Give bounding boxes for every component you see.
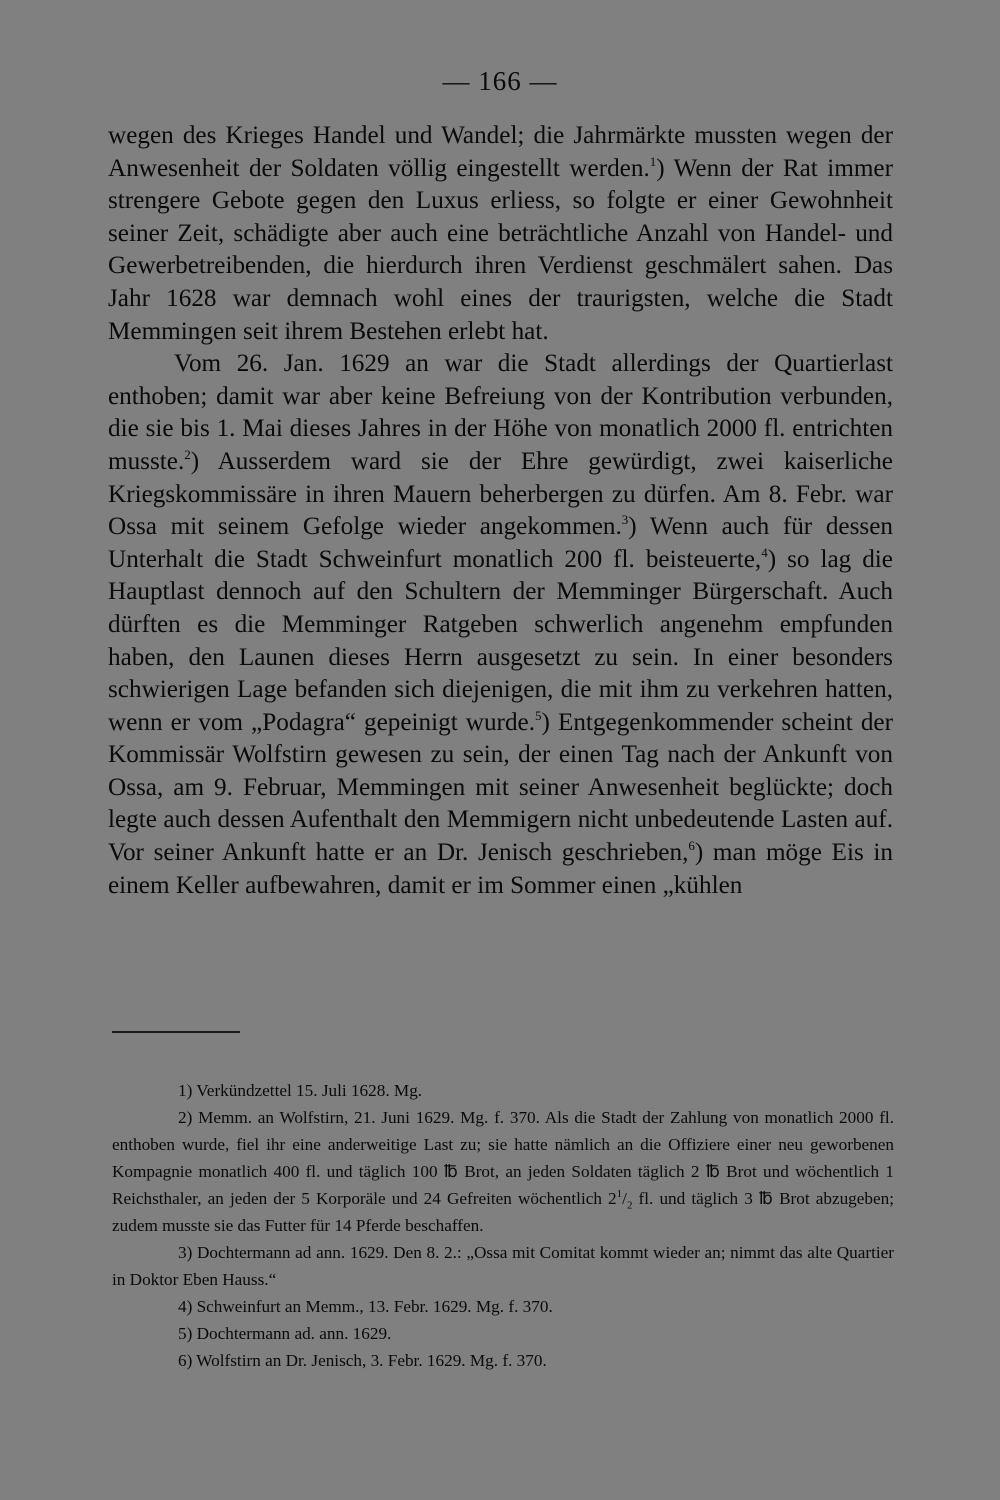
footnote-2-text-a: 2) Memm. an Wolfstirn, 21. Juni 1629. Mg. f. 370. Als die Stadt der Zahlung von monatlich 2000 fl. enthoben wurde, fiel ihr eine anderweitige Last zu; sie hatte nämlich an die Offiziere einer neu geworbenen Kompagnie monatlich 400 fl. und täglich 100 [112, 1108, 894, 1181]
footnotes [112, 1077, 894, 1374]
page-number: — 166 — [442, 66, 558, 96]
footnote-3: 3) Dochtermann ad ann. 1629. Den 8. 2.: „Ossa mit Comitat kommt wieder an; nimmt das alte Quartier in Doktor Eben Hauss.“ [112, 1243, 894, 1289]
footnote-ref-2: 2 [184, 446, 191, 462]
fraction-denominator: 2 [626, 1199, 633, 1212]
paragraph-2 [108, 348, 893, 902]
footnote-2-text-c: Brot und wöchentlich 1 Reichsthaler, an jeden der 5 Korporäle und 24 Gefreiten wöchentlich 2 [112, 1162, 894, 1208]
paragraph-2-text-d: ) so lag die Hauptlast dennoch auf den Schultern der Memminger Bürgerschaft. Auch dürften es die Memminger Ratgeben schwerlich angenehm empfunden haben, den Launen dieses Herrn ausgesetzt zu sein. In einer besonders schwierigen Lage befanden sich diejenigen, die mit ihm zu verkehren hatten, wenn er vom „Podagra“ gepeinigt wurde. [108, 545, 893, 736]
paragraph-1-text-a: wegen des Krieges Handel und Wandel; die Jahrmärkte mussten wegen der Anwesenheit der Soldaten völlig eingestellt werden. [108, 122, 893, 182]
paragraph-2-text-e: ) Entgegenkommender scheint der Kommissär Wolfstirn gewesen zu sein, der einen Tag nach der Ankunft von Ossa, am 9. Februar, Memmingen mit seiner Anwesenheit beglückte; doch legte auch dessen Aufenthalt den Memmigern nicht unbedeutende Lasten auf. Vor seiner Ankunft hatte er an Dr. Jenisch geschrieben, [108, 708, 893, 867]
footnote-6: 6) Wolfstirn an Dr. Jenisch, 3. Febr. 1629. Mg. f. 370. [178, 1351, 547, 1370]
footnote-2-text-d: fl. und täglich 3 [632, 1189, 759, 1208]
footnote-5: 5) Dochtermann ad. ann. 1629. [178, 1324, 392, 1343]
footnote-2-text-e: Brot abzugeben; zudem musste sie das Futter für 14 Pferde beschaffen. [112, 1189, 894, 1235]
paragraph-2-text-a: Vom 26. Jan. 1629 an war die Stadt allerdings der Quartierlast enthoben; damit war aber keine Befreiung von der Kontribution verbunden, die sie bis 1. Mai dieses Jahres in der Höhe von monatlich 2000 fl. entrichten musste. [108, 350, 893, 475]
paragraph-2-text-c: ) Wenn auch für dessen Unterhalt die Stadt Schweinfurt monatlich 200 fl. beisteuerte, [108, 513, 893, 573]
footnote-1: 1) Verkündzettel 15. Juli 1628. Mg. [178, 1081, 423, 1100]
footnote-ref-1: 1 [649, 153, 657, 169]
footnote-divider [112, 1031, 240, 1033]
paragraph-1 [108, 120, 893, 348]
footnote-ref-6: 6 [688, 838, 695, 854]
fraction-numerator: 1 [616, 1188, 623, 1200]
paragraph-1-text-b: ) Wenn der Rat immer strengere Gebote gegen den Luxus erliess, so folgte er einer Gewohnheit seiner Zeit, schädigte aber auch eine beträchtliche Anzahl von Handel- und Gewerbetreibenden, die hierdurch ihren Verdienst geschmälert sahen. Das Jahr 1628 war demnach wohl eines der traurigsten, welche die Stadt Memmingen seit ihrem Bestehen erlebt hat. [108, 154, 893, 345]
footnote-ref-4: 4 [761, 544, 768, 560]
footnote-ref-3: 3 [621, 512, 629, 528]
pound-unit-symbol: ℔ [758, 1189, 773, 1208]
paragraph-2-text-b: ) Ausserdem ward sie der Ehre gewürdigt, zwei kaiserliche Kriegskommissäre in ihren Mauern beherbergen zu dürfen. Am 8. Febr. war Ossa mit seinem Gefolge wieder angekommen. [108, 447, 893, 541]
paragraph-2-text-f: ) man möge Eis in einem Keller aufbewahren, damit er im Sommer einen „kühlen [108, 839, 893, 899]
pound-unit-symbol: ℔ [705, 1162, 720, 1181]
fraction-slash: / [622, 1189, 627, 1208]
main-text [108, 120, 893, 902]
footnote-2-text-b: Brot, an jeden Soldaten täglich 2 [457, 1162, 706, 1181]
footnote-2 [112, 1104, 894, 1239]
pound-unit-symbol: ℔ [443, 1162, 458, 1181]
footnote-ref-5: 5 [535, 707, 542, 723]
footnote-4: 4) Schweinfurt an Memm., 13. Febr. 1629. Mg. f. 370. [178, 1297, 553, 1316]
